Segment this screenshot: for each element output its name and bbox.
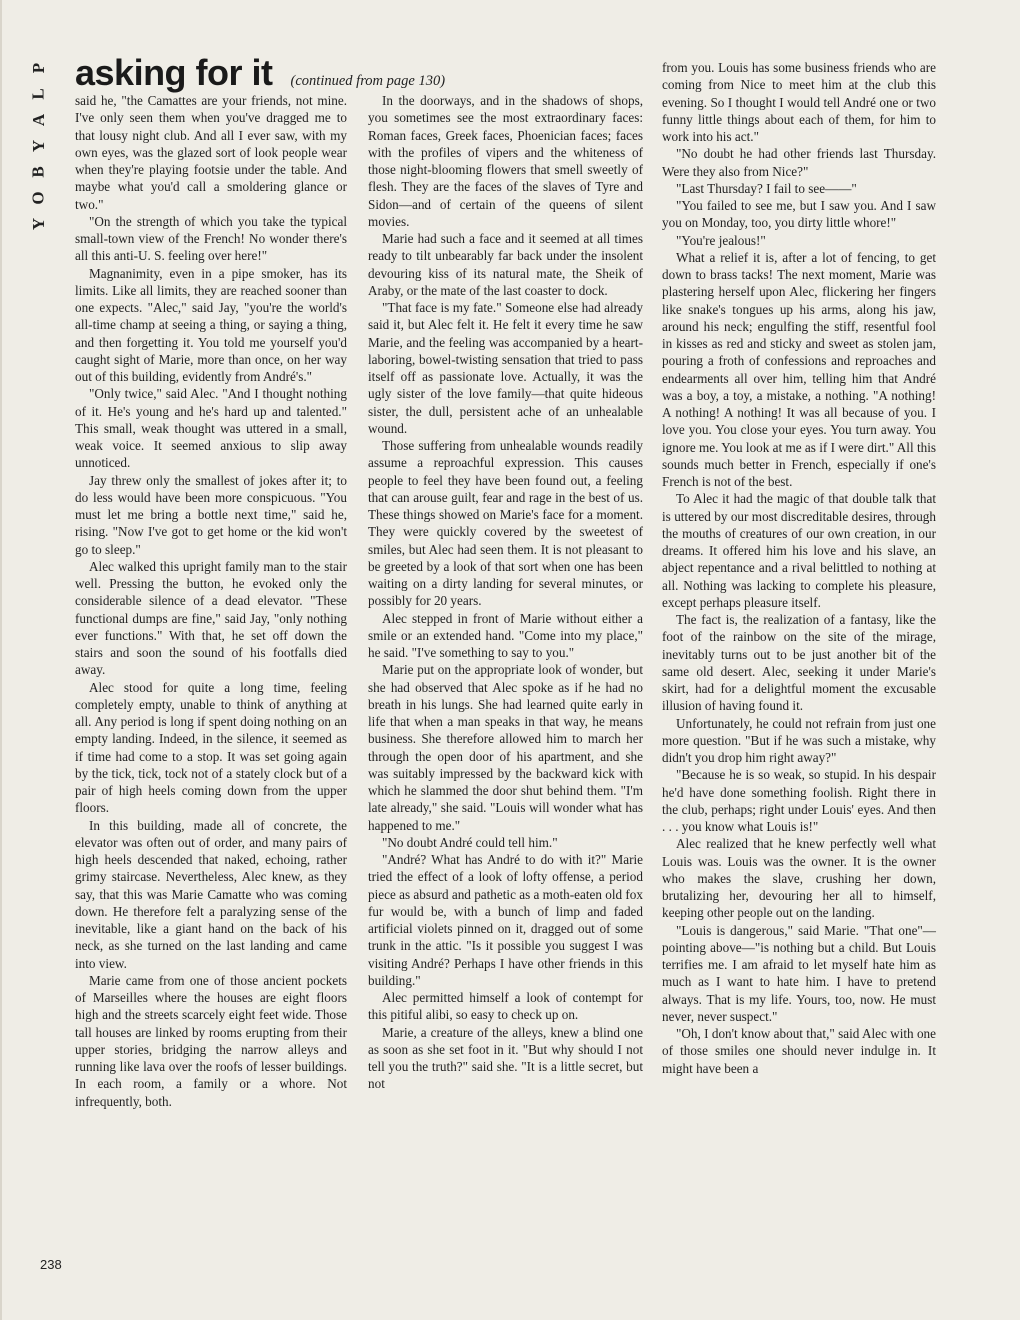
body-paragraph: "Because he is so weak, so stupid. In his despair he'd have done something foolish. Right there in the club, perhaps; right under Louis' eyes. And then . . . you know what Louis is!" — [662, 767, 936, 834]
magazine-letter: A — [29, 113, 48, 127]
body-paragraph: In this building, made all of concrete, the elevator was often out of order, and many pairs of high heels descended that naked, echoing, rather grimy staircase. Nevertheless, Alec knew, as they say, that this was Marie Camatte who was coming down. He therefore felt a paralyzing sense of the inevitable, like a giant hand on the back of his neck, as she turned on the last landing and came into view. — [75, 817, 347, 971]
body-paragraph: "Only twice," said Alec. "And I thought nothing of it. He's young and he's hard up and talented." This small, weak thought was uttered in a small, weak voice. It seemed anxious to slip away unnoticed. — [75, 386, 347, 471]
continued-note: (continued from page 130) — [290, 73, 446, 89]
magazine-name-vertical — [28, 55, 50, 237]
body-paragraph: "You're jealous!" — [676, 232, 766, 248]
body-paragraph: Marie, a creature of the alleys, knew a blind one as soon as she set foot in it. "But why should I not tell you the truth?" said she. "It is a little secret, but not — [368, 1024, 643, 1092]
body-paragraph: Those suffering from unhealable wounds readily assume a reproachful expression. This causes people to feel they have been found out, a feeling that can arouse guilt, fear and rage in the best of us. These things showed on Marie's face for a moment. They were quickly covered by the sweetest of smiles, but Alec had seen them. It is not pleasant to be greeted by a look of that sort when one has been waiting on a dirty landing for several minutes, or possibly for 20 years. — [368, 438, 643, 609]
body-paragraph: Jay threw only the smallest of jokes after it; to do less would have been more conspicuous. "You must let me bring a bottle next time," said he, rising. "Now I've got to get home or the kid won't go to sleep." — [75, 472, 347, 557]
body-paragraph: Alec stood for quite a long time, feeling completely empty, unable to think of anything at all. Any period is long if spent doing nothing on an empty landing. Indeed, in the silence, it seemed as if time had come to a stop. It was set going again by the tick, tick, tock not of a stately clock but of a pair of high heels coming down from the upper floors. — [75, 679, 347, 816]
body-paragraph: What a relief it is, after a lot of fencing, to get down to brass tacks! The next moment, Marie was plastering herself upon Alec, flickering her fingers like snake's tongues up his arms, along his jaw, around his neck; engulfing the stiff, resentful fool in kisses as red and sticky and sweet as stolen jam, pouring a froth of confessions and reproaches and endearments all over him, telling him that André was a boy, a toy, a mistake, a nothing. "A nothing! A nothing! A nothing! It was all because of you. I love you. You close your eyes. You turn away. You ignore me. You look at me as if I were dirt." All this sounds much better in French, especially if one's French is not of the best. — [662, 249, 936, 489]
article-headline — [75, 52, 445, 94]
body-paragraph: "On the strength of which you take the typical small-town view of the French! No wonder there's all this anti-U. S. feeling over here!" — [75, 213, 347, 264]
body-paragraph: Alec walked this upright family man to the stair well. Pressing the button, he evoked only the considerable silence of a dead elevator. "These functional dumps are fine," said Jay, "only nothing ever functions." With that, he set off down the stairs and soon the sound of his footfalls died away. — [75, 558, 347, 678]
body-paragraph: Unfortunately, he could not refrain from just one more question. "But if he was such a mistake, why didn't you drop him right away?" — [662, 715, 936, 765]
page-number: 238 — [40, 1257, 62, 1272]
body-paragraph: "Louis is dangerous," said Marie. "That one"—pointing above—"is nothing but a child. But Louis terrifies me. I am afraid to let myself hate him as much as I want to hate him. I have to pretend always. That is my life. Yours, too, now. He must never, never suspect." — [662, 922, 936, 1024]
text-column-1 — [75, 92, 347, 1272]
body-paragraph: "You failed to see me, but I saw you. And I saw you on Monday, too, you dirty little whore!" — [662, 198, 936, 231]
body-paragraph: Magnanimity, even in a pipe smoker, has its limits. Like all limits, they are reached sooner than one expects. "Alec," said Jay, "you're the world's all-time champ at seeing a thing, or saying a thing, and then forgetting it. You told me yourself you'd caught sight of Marie, more than once, on her way out of this building, evidently from André's." — [75, 265, 347, 384]
magazine-letter: O — [28, 191, 48, 205]
text-column-3 — [662, 59, 936, 1284]
body-paragraph: To Alec it had the magic of that double talk that is uttered by our most discreditable desires, through the mouths of creatures of our own creation, in our dreams. It offered him his love and his slave, an abject repentance and a rival belittled to nothing at all. Nothing was lacking to complete his pleasure, except perhaps pleasure itself. — [662, 491, 936, 610]
body-paragraph: said he, "the Camattes are your friends, not mine. I've only seen them when you've dragged me to that lousy night club. And all I ever saw, with my own eyes, was the glazed sort of look people wear when they're playing footsie under the table. And maybe what you'd call a smoldering glance or two." — [75, 93, 347, 212]
body-paragraph: In the doorways, and in the shadows of shops, you sometimes see the most extraordinary faces: Roman faces, Greek faces, Phoenician faces; faces with the profiles of vipers and the whiteness of those night-blooming flowers that smell sweetly of flesh. They are the faces of the slaves of Tyre and Sidon—and of certain of the queens of silent movies. — [368, 93, 643, 229]
body-paragraph: Alec permitted himself a look of contempt for this pitiful alibi, so easy to check up on. — [368, 990, 643, 1023]
body-paragraph: "No doubt he had other friends last Thursday. Were they also from Nice?" — [662, 146, 936, 179]
magazine-letter: P — [28, 62, 48, 74]
body-paragraph: "No doubt André could tell him." — [382, 834, 558, 850]
body-paragraph: Marie came from one of those ancient pockets of Marseilles where the houses are eight floors high and the streets scarcely eight feet wide. Those tall houses are linked by rooms erupting from their upper stories, bridging the narrow alleys and running like lava over the roofs of lesser buildings. In each room, a family or a whore. Not infrequently, both. — [75, 972, 347, 1109]
magazine-letter: L — [29, 88, 48, 100]
magazine-letter: Y — [29, 139, 48, 153]
magazine-letter: Y — [29, 217, 48, 231]
body-paragraph: "That face is my fate." Someone else had already said it, but Alec felt it. He felt it every time he saw Marie, and the feeling was accompanied by a heart-laboring, bowel-twisting sensation that tried to pass itself off as passionate love. Actually, it was the ugly sister of the love family—that quite hideous sister, the dull, persistent ache of an unhealable wound. — [368, 300, 643, 436]
body-paragraph: The fact is, the realization of a fantasy, like the foot of the rainbow on the site of the mirage, inevitably turns out to be just another bit of the same old desert. Alec, seeking it under Marie's skirt, had for a delightful moment the excusable illusion of having found it. — [662, 612, 936, 714]
text-column-2 — [368, 92, 643, 1282]
body-paragraph: "Oh, I don't know about that," said Alec with one of those smiles one should never indulge in. It might have been a — [662, 1026, 936, 1076]
body-paragraph: from you. Louis has some business friends who are coming from Nice to meet him at the club this evening. So I thought I would tell André one or two funny little things about each of them, for him to work into his act." — [662, 60, 936, 144]
body-paragraph: Alec realized that he knew perfectly well what Louis was. Louis was the owner. It is the owner who makes the slave, crushing her down, brutalizing her, devouring her all to himself, keeping other people out on the landing. — [662, 836, 936, 921]
body-paragraph: Marie put on the appropriate look of wonder, but she had observed that Alec spoke as if he had no breath in his lungs. She had learned quite early in life that when a man speaks in that way, he means business. She therefore allowed him to march her through the open door of his apartment, and she was suitably impressed by the backward kick with which he slammed the door shut behind them. "I'm late already," she said. "Louis will wonder what has happened to me." — [368, 662, 643, 833]
magazine-letter: B — [29, 166, 48, 178]
body-paragraph: "André? What has André to do with it?" Marie tried the effect of a look of lofty offense, a period piece as absurd and pathetic as a moth-eaten old fox fur would be, with a bunch of limp and faded artificial violets pinned on it, dragged out of some trunk in the attic. "Is it possible you suggest I was visiting André? Perhaps I have other friends in this building." — [368, 852, 643, 988]
body-paragraph: "Last Thursday? I fail to see——" — [676, 180, 857, 196]
article-title: asking for it — [75, 52, 273, 93]
body-paragraph: Marie had such a face and it seemed at all times ready to tilt unbearably far back under the insolent devouring kiss of its natural mate, the Sheik of Araby, or the mate of the last coaster to dock. — [368, 231, 643, 298]
body-paragraph: Alec stepped in front of Marie without either a smile or an extended hand. "Come into my place," he said. "I've something to say to you." — [368, 610, 643, 660]
